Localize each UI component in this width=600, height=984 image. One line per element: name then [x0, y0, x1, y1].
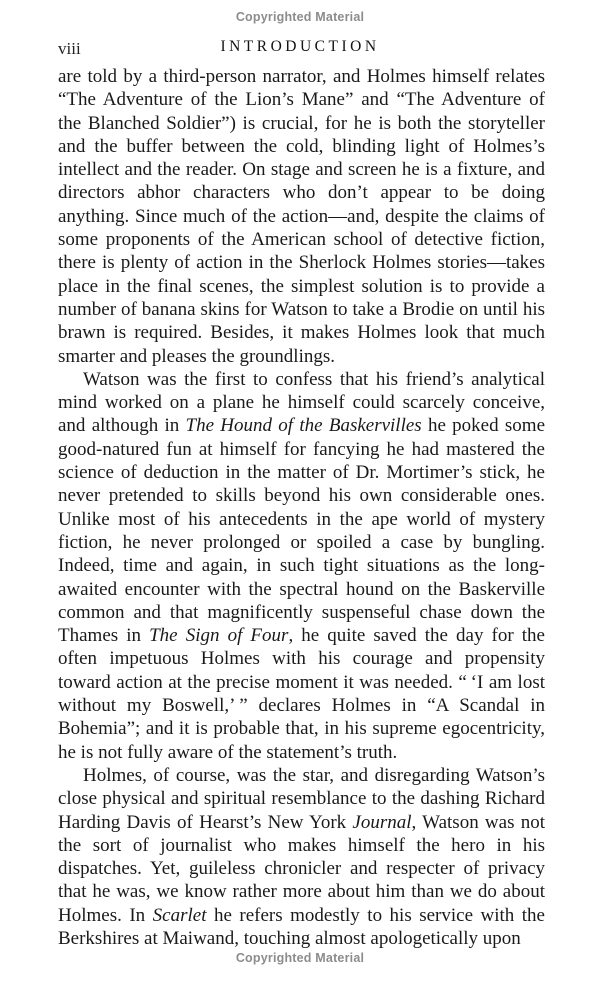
- italic-title-run: Journal: [352, 811, 412, 833]
- text-run: Watson was the first to confess that his friend’s analytical mind worked on a plane he himself could scarcely conceive, and although in: [58, 368, 545, 437]
- body-text: [58, 65, 545, 951]
- running-header-title: INTRODUCTION: [220, 38, 380, 55]
- copyright-notice-bottom: Copyrighted Material: [235, 951, 365, 965]
- text-run: he poked some good-natured fun at himself for fancying he had mastered the science of deduction in the matter of Dr. Mortimer’s stick, he never pretended to skills beyond his own considerable ones. Unlike most of his antecedents in the ape world of mystery fiction, he never prolonged or spoiled a case by bungling. Indeed, time and again, in such tight situations as the long-awaited encounter with the spectral hound on the Baskerville common and that magnificently suspenseful chase down the Thames in: [58, 415, 545, 647]
- text-run: are told by a third-person narrator, and Holmes himself relates “The Adventure of the Lion’s Mane” and “The Adventure of the Blanched Soldier”) is crucial, for he is both the storyteller and the buffer between the cold, blinding light of Holmes’s intellect and the reader. On stage and screen he is a fixture, and directors abhor characters who don’t appear to be doing anything. Since much of the action—and, despite the claims of some proponents of the American school of detective fiction, there is plenty of action in the Sherlock Holmes stories—takes place in the final scenes, the simplest solution is to provide a number of banana skins for Watson to take a Brodie on until his brawn is required. Besides, it makes Holmes look that much smarter and pleases the groundlings.: [58, 66, 545, 367]
- page-number: viii: [58, 39, 81, 58]
- text-run: Holmes, of course, was the star, and disregarding Watson’s close physical and spiritual resemblance to the dashing Richard Harding Davis of Hearst’s New York: [58, 764, 545, 833]
- italic-title-run: The Sign of Four: [149, 625, 289, 647]
- copyright-notice-top: Copyrighted Material: [235, 10, 365, 24]
- text-run: he refers modestly to his service with the Berkshires at Maiwand, touching almost apologetically upon: [58, 904, 545, 949]
- text-run: , Watson was not the sort of journalist who makes himself the hero in his dispatches. Yet, guileless chronicler and respecter of privacy that he was, we know rather more about him than we do about Holmes. In: [58, 811, 545, 926]
- text-run: , he quite saved the day for the often impetuous Holmes with his courage and propensity toward action at the precise moment it was needed. “ ‘I am lost without my Boswell,’ ” declares Holmes in “A Scandal in Bohemia”; and it is probable that, in his supreme egocentricity, he is not fully aware of the statement’s truth.: [58, 625, 545, 763]
- running-head: [0, 38, 600, 58]
- body-paragraph: [58, 368, 545, 764]
- italic-title-run: The Hound of the Baskervilles: [185, 415, 422, 437]
- body-paragraph: [58, 65, 545, 368]
- body-paragraph: [58, 764, 545, 950]
- italic-title-run: Scarlet: [152, 904, 207, 926]
